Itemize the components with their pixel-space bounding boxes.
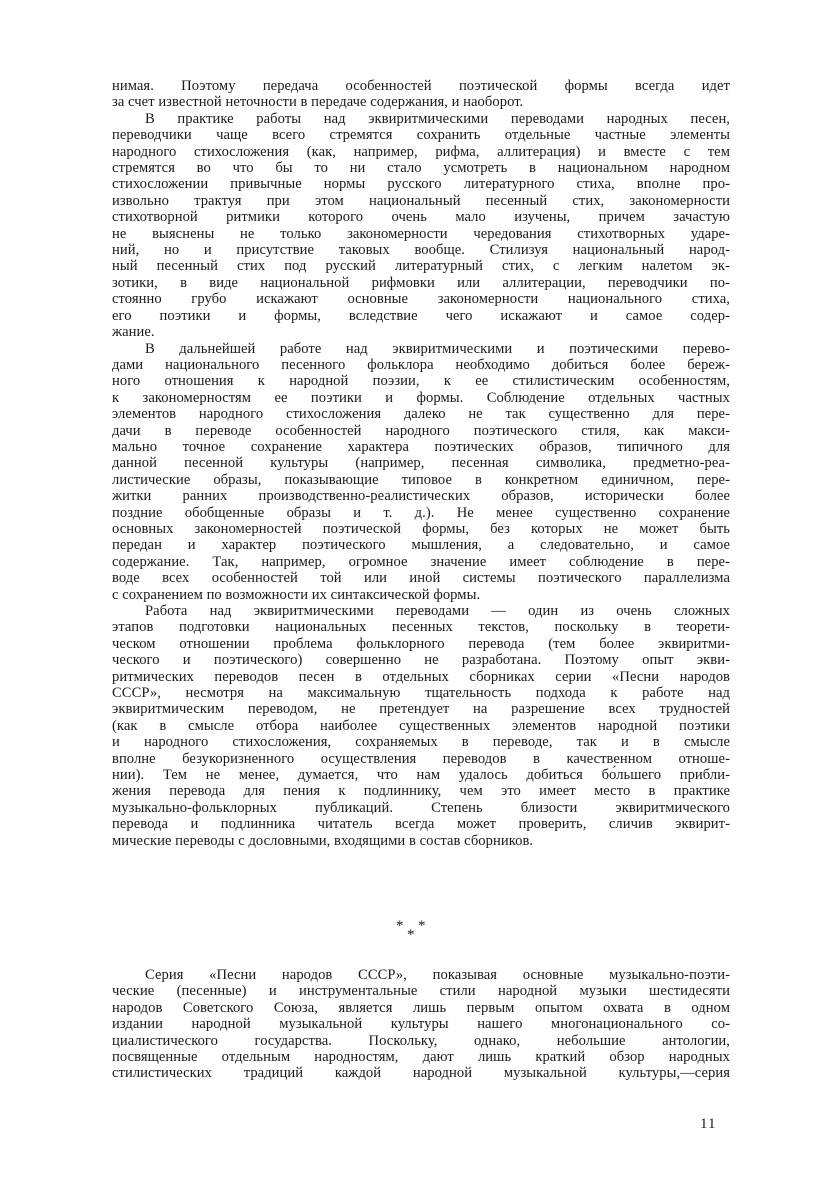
page-number: 11 — [700, 1116, 717, 1132]
text-line: элементов народного стихосложения далеко не так существенно для пере- — [112, 406, 730, 423]
text-line: ритмических переводов песен в отдельных сборниках серии «Песни народов — [112, 668, 730, 685]
text-line: мально точное сохранение характера поэтических образов, типичного для — [112, 438, 730, 455]
text-line: воде всех особенностей той или иной системы поэтического параллелизма — [112, 570, 730, 587]
main-text-block — [112, 78, 730, 849]
asterisk: * — [407, 927, 415, 943]
paragraph-1 — [112, 78, 730, 111]
paragraph-3 — [112, 341, 730, 604]
text-line: нии). Тем не менее, думается, что нам удалось добиться бо́льшего прибли- — [112, 767, 730, 784]
text-line: стоянно грубо искажают основные закономерности национального стиха, — [112, 291, 730, 308]
text-line: этапов подготовки национальных песенных текстов, поскольку в теорети- — [112, 619, 730, 636]
paragraph-2 — [112, 111, 730, 341]
text-line: за счет известной неточности в передаче содержания, и наоборот. — [112, 94, 524, 111]
text-line: стремятся во что бы то ни стало усмотреть в национальном народном — [112, 160, 730, 177]
text-line: извольно трактуя при этом национальный песенный стих, закономерности — [112, 192, 730, 209]
text-line: посвященные отдельным народностям, дают лишь краткий обзор народных — [112, 1049, 730, 1066]
text-line: к закономерностям ее поэтики и формы. Соблюдение отдельных частных — [112, 389, 730, 406]
text-line: Серия «Песни народов СССР», показывая основные музыкально-поэти- — [145, 967, 730, 983]
text-line: основных закономерностей поэтической формы, без которых не может быть — [112, 520, 730, 537]
text-line: ческие (песенные) и инструментальные стили народной музыки шестидесяти — [112, 983, 730, 1000]
text-line: стихосложении привычные нормы русского литературного стиха, вполне про- — [112, 176, 730, 193]
text-line: народов Советского Союза, является лишь первым опытом охвата в одном — [112, 999, 730, 1016]
text-line: Работа над эквиритмическими переводами — один из очень сложных — [145, 603, 730, 619]
text-line: содержание. Так, например, огромное значение имеет соблюдение в пере- — [112, 553, 730, 570]
paragraph-5 — [112, 967, 730, 1082]
text-line: житки ранних производственно-реалистических образов, исторически более — [112, 488, 730, 505]
text-line: ного отношения к народной поэзии, к ее стилистическим особенностям, — [112, 373, 730, 390]
text-line: передан и характер поэтического мышления, а следовательно, и самое — [112, 537, 730, 554]
asterisk: * — [418, 918, 426, 934]
series-text-block — [112, 967, 730, 1082]
text-line: нимая. Поэтому передача особенностей поэтической формы всегда идет — [112, 78, 730, 94]
text-line: стилистических традиций каждой народной музыкальной культуры,—серия — [112, 1065, 730, 1082]
asterisk: * — [396, 918, 404, 934]
text-line: переводчики чаще всего стремятся сохранить отдельные частные элементы — [112, 127, 730, 144]
text-line: мические переводы с дословными, входящими в состав сборников. — [112, 832, 534, 849]
text-line: с сохранением по возможности их синтаксической формы. — [112, 586, 481, 603]
text-line: жание. — [112, 324, 155, 341]
text-line: вполне безукоризненного осуществления переводов в качественном отноше- — [112, 750, 730, 767]
text-line: музыкально-фольклорных публикаций. Степень близости эквиритмического — [112, 799, 730, 816]
text-line: дами национального песенного фольклора необходимо добиться более береж- — [112, 356, 730, 373]
text-line: и народного стихосложения, сохраняемых в переводе, так и в смысле — [112, 734, 730, 751]
text-line: народного стихосложения (как, например, рифма, аллитерация) и вместе с тем — [112, 143, 730, 160]
text-line: ный песенный стих под русский литературный стих, с легким налетом эк- — [112, 258, 730, 275]
text-line: данной песенной культуры (например, песенная символика, предметно-реа- — [112, 455, 730, 472]
text-line: В дальнейшей работе над эквиритмическими и поэтическими перево- — [145, 340, 730, 357]
text-line: поздние обобщенные образы и т. д.). Не менее существенно сохранение — [112, 504, 730, 521]
text-line: эквиритмическим переводом, не претендует на разрешение всех трудностей — [112, 701, 730, 718]
text-line: ческого и поэтического) совершенно не разработана. Поэтому опыт экви- — [112, 652, 730, 669]
text-line: зотики, в виде национальной рифмовки или аллитерации, переводчики по- — [112, 274, 730, 291]
text-line: жения перевода для пения к подлиннику, чем это имеет место в практике — [112, 783, 730, 800]
section-divider-asterism — [396, 918, 436, 948]
text-line: (как в смысле отбора наиболее существенных элементов народной поэтики — [112, 717, 730, 734]
text-line: ческом отношении проблема фольклорного перевода (тем более эквиритми- — [112, 635, 730, 652]
text-line: листические образы, показывающие типовое в конкретном единичном, пере- — [112, 471, 730, 488]
text-line: В практике работы над эквиритмическими переводами народных песен, — [145, 110, 730, 127]
text-line: ний, но и присутствие таковых вообще. Стилизуя национальный народ- — [112, 242, 730, 259]
text-line: не выяснены не только закономерности чередования стихотворных ударе- — [112, 225, 730, 242]
text-line: его поэтики и формы, вследствие чего искажают и самое содер- — [112, 307, 730, 324]
text-line: СССР», несмотря на максимальную тщательность подхода к работе над — [112, 685, 730, 702]
text-line: перевода и подлинника читатель всегда может проверить, сличив эквирит- — [112, 816, 730, 833]
text-line: дачи в переводе особенностей народного поэтического стиля, как макси- — [112, 422, 730, 439]
text-line: стихотворной ритмики которого очень мало изучены, причем зачастую — [112, 209, 730, 226]
text-line: издании народной музыкальной культуры нашего многонационального со- — [112, 1016, 730, 1033]
text-line: циалистического государства. Поскольку, однако, небольшие антологии, — [112, 1032, 730, 1049]
paragraph-4 — [112, 603, 730, 849]
